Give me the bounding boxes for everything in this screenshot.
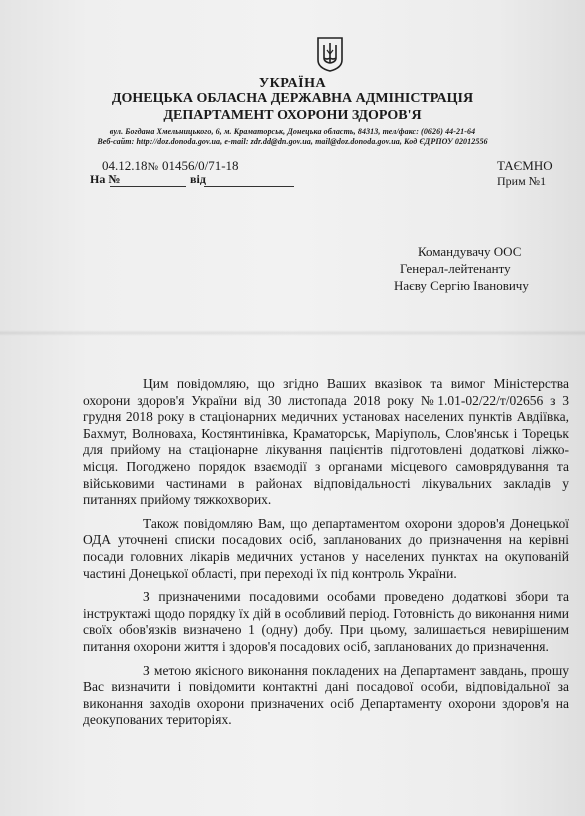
outgoing-reference — [102, 158, 239, 174]
reference-number: 01456/0/71-18 — [162, 158, 239, 173]
reference-number-sign: № — [147, 161, 158, 173]
department-title: ДЕПАРТАМЕНТ ОХОРОНИ ЗДОРОВ'Я — [163, 108, 422, 123]
paper-fold — [0, 330, 585, 336]
addressee-position: Командувачу ООС — [418, 244, 522, 259]
body-paragraph: З призначеними посадовими особами проведено додаткові збори та інструктажі щодо порядку їх дій в особливий період. Готовність до виконання ними своїх обов'язків визначено 1 (одну) добу. При цьому, залишається невирішеним питання охорони життя і здоров'я посадових осіб, запланованих до призначення. — [83, 589, 569, 654]
country-title: УКРАЇНА — [258, 76, 327, 91]
address-line: вул. Богдана Хмельницького, 6, м. Краматорськ, Донецька область, 84313, тел/факс: (0626) 44-21-64 — [109, 127, 476, 136]
reference-underline-2 — [204, 186, 294, 187]
reference-underline-1 — [110, 186, 186, 187]
addressee-rank: Генерал-лейтенанту — [400, 261, 511, 276]
addressee-block — [394, 243, 529, 294]
administration-title: ДОНЕЦЬКА ОБЛАСНА ДЕРЖАВНА АДМІНІСТРАЦІЯ — [111, 91, 474, 106]
trident-emblem-icon — [316, 36, 344, 72]
web-line: Веб-сайт: http://dоz.donoda.gov.ua, e-mail: zdr.dd@dn.gov.ua, mail@doz.donoda.gov.ua, Код ЄДРПОУ 02012556 — [97, 137, 488, 146]
body-paragraph: З метою якісного виконання покладених на Департамент завдань, прошу Вас визначити і повідомити контактні дані посадової особи, відповідальної за виконання заходів охорони призначених осіб Департаменту охорони здоров'я на деокупованих територіях. — [83, 662, 569, 728]
letter-body — [83, 376, 569, 736]
addressee-name: Наєву Сергію Івановичу — [394, 278, 529, 293]
copy-number: Прим №1 — [497, 174, 547, 188]
incoming-reference-label: На № — [90, 172, 121, 186]
body-paragraph: Також повідомляю Вам, що департаментом охорони здоров'я Донецької ОДА уточнені списки посадових осіб, запланованих до призначення на керівні посади головних лікарів медичних установ у населених пунктах на окупованій частині Донецької області, при переході їх під контроль України. — [83, 515, 569, 581]
classification-mark: ТАЄМНО — [497, 158, 553, 173]
reference-date: 04.12.18 — [102, 158, 148, 173]
body-paragraph: Цим повідомляю, що згідно Ваших вказівок та вимог Міністерства охорони здоров'я України від 30 листопада 2018 року №1.01-02/22/т/02656 з 3 грудня 2018 року в стаціонарних медичних установах населених пунктів Авдіївка, Бахмут, Волноваха, Костянтинівка, Краматорськ, Маріуполь, Слов'янськ і Торецьк для прийому на стаціонарне лікування пацієнтів підготовлені додаткові ліжко-місця. Погоджено порядок взаємодії з органами місцевого самоврядування та військовими частинами в районах відповідальності лікувальних закладів у питаннях прийому тяжкохворих. — [83, 376, 569, 508]
incoming-from-label: від — [190, 172, 206, 186]
